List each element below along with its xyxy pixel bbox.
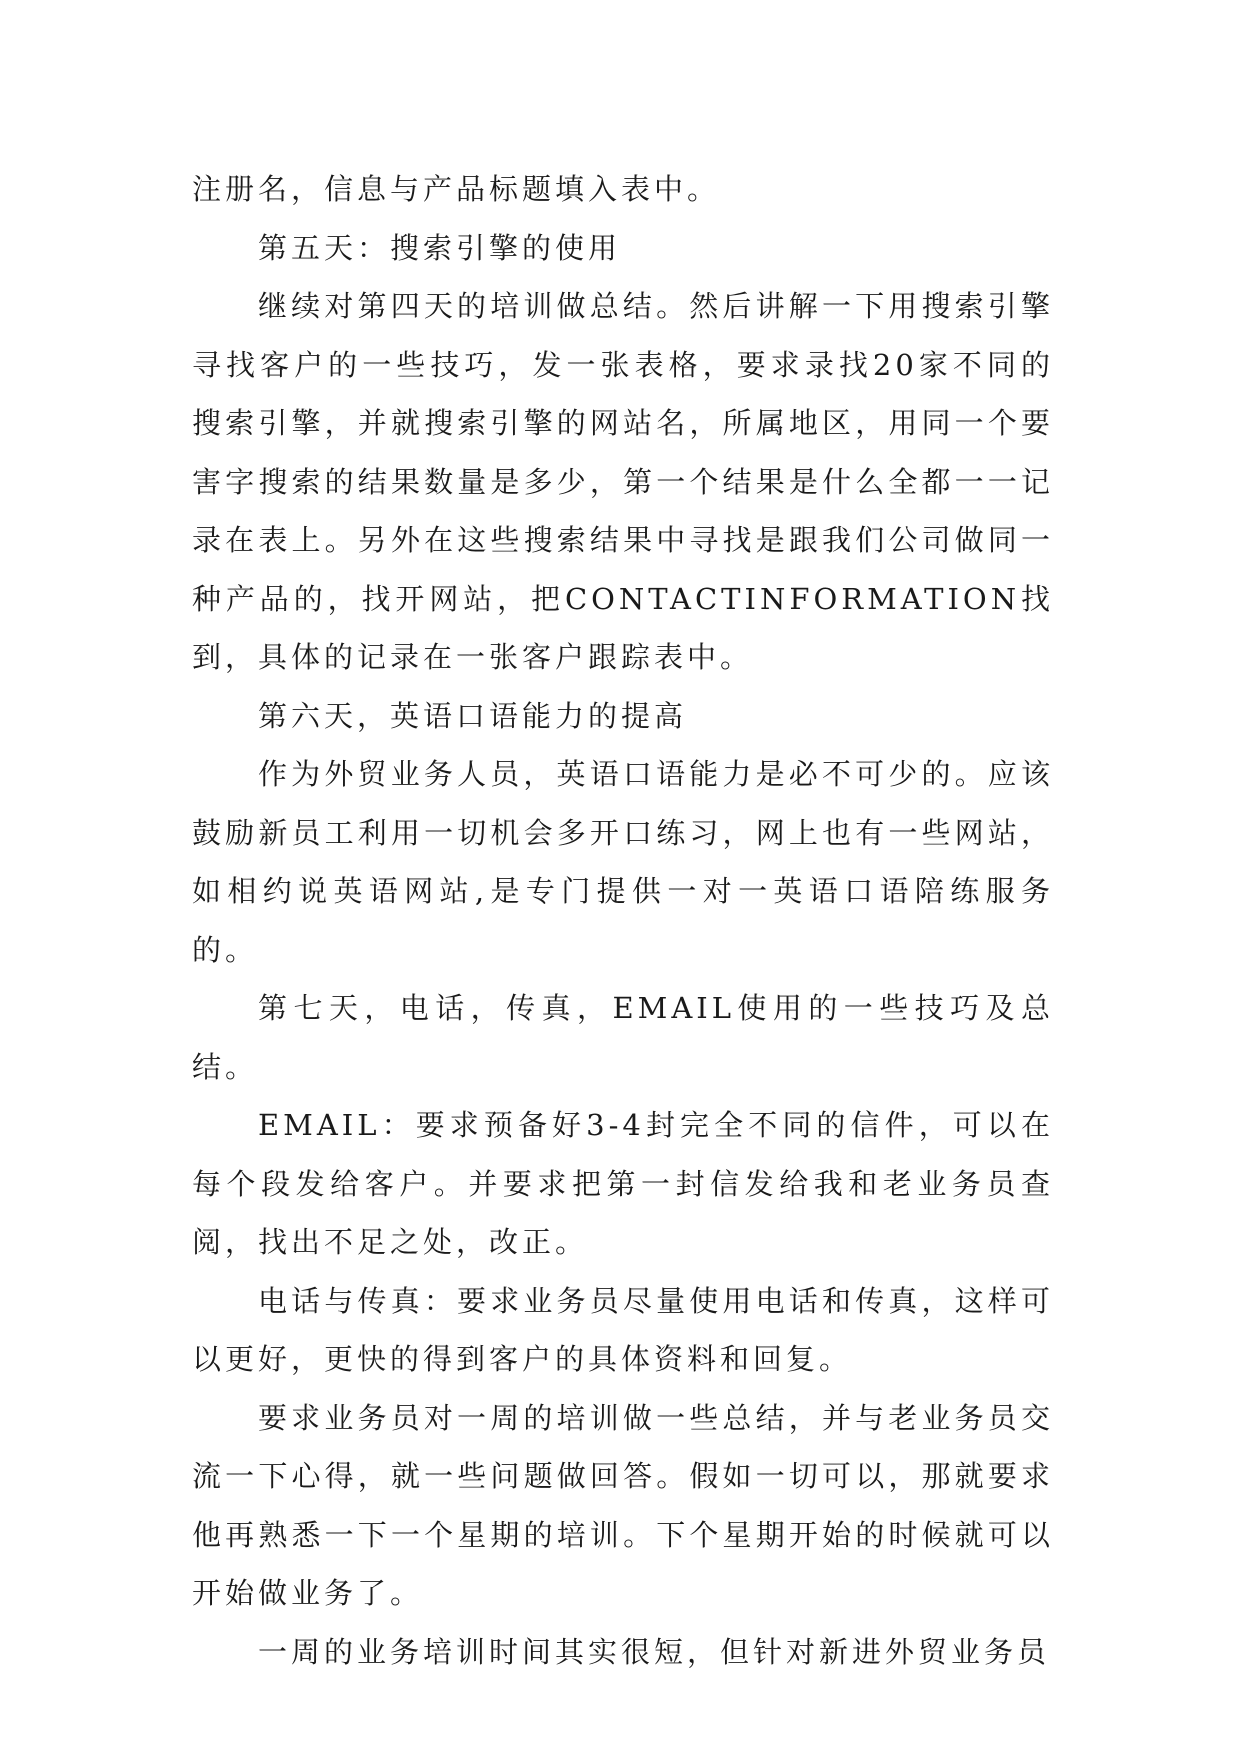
paragraph-closing: 一周的业务培训时间其实很短，但针对新进外贸业务员 xyxy=(258,1634,1051,1669)
paragraph-continuation: 注册名，信息与产品标题填入表中。 xyxy=(192,172,721,206)
paragraph-spoken-english: 作为外贸业务人员，英语口语能力是必不可少的。应该鼓励新员工利用一切机会多开口练习，网上也有一些网站，如相约说英语网站,是专门提供一对一英语口语陪练服务的。 xyxy=(192,757,1054,967)
paragraph-search-engine: 继续对第四天的培训做总结。然后讲解一下用搜索引擎寻找客户的一些技巧，发一张表格，要求录找20家不同的搜索引擎，并就搜索引擎的网站名，所属地区，用同一个要害字搜索的结果数量是多少，第一个结果是什么全都一一记录在表上。另外在这些搜索结果中寻找是跟我们公司做同一种产品的，找开网站，把CONTACTINFORMATION找到，具体的记录在一张客户跟踪表中。 xyxy=(192,289,1054,674)
heading-day-seven: 第七天，电话，传真，EMAIL使用的一些技巧及总结。 xyxy=(192,991,1054,1084)
heading-day-six: 第六天，英语口语能力的提高 xyxy=(258,698,688,733)
paragraph-email: EMAIL：要求预备好3-4封完全不同的信件，可以在每个段发给客户。并要求把第一封信发给我和老业务员查阅，找出不足之处，改正。 xyxy=(192,1108,1054,1259)
paragraph-weekly-summary: 要求业务员对一周的培训做一些总结，并与老业务员交流一下心得，就一些问题做回答。假如一切可以，那就要求他再熟悉一下一个星期的培训。下个星期开始的时候就可以开始做业务了。 xyxy=(192,1400,1054,1610)
document-body xyxy=(192,160,1054,1681)
paragraph-phone-fax: 电话与传真：要求业务员尽量使用电话和传真，这样可以更好，更快的得到客户的具体资料和回复。 xyxy=(192,1283,1054,1376)
heading-day-five: 第五天：搜索引擎的使用 xyxy=(258,230,622,265)
